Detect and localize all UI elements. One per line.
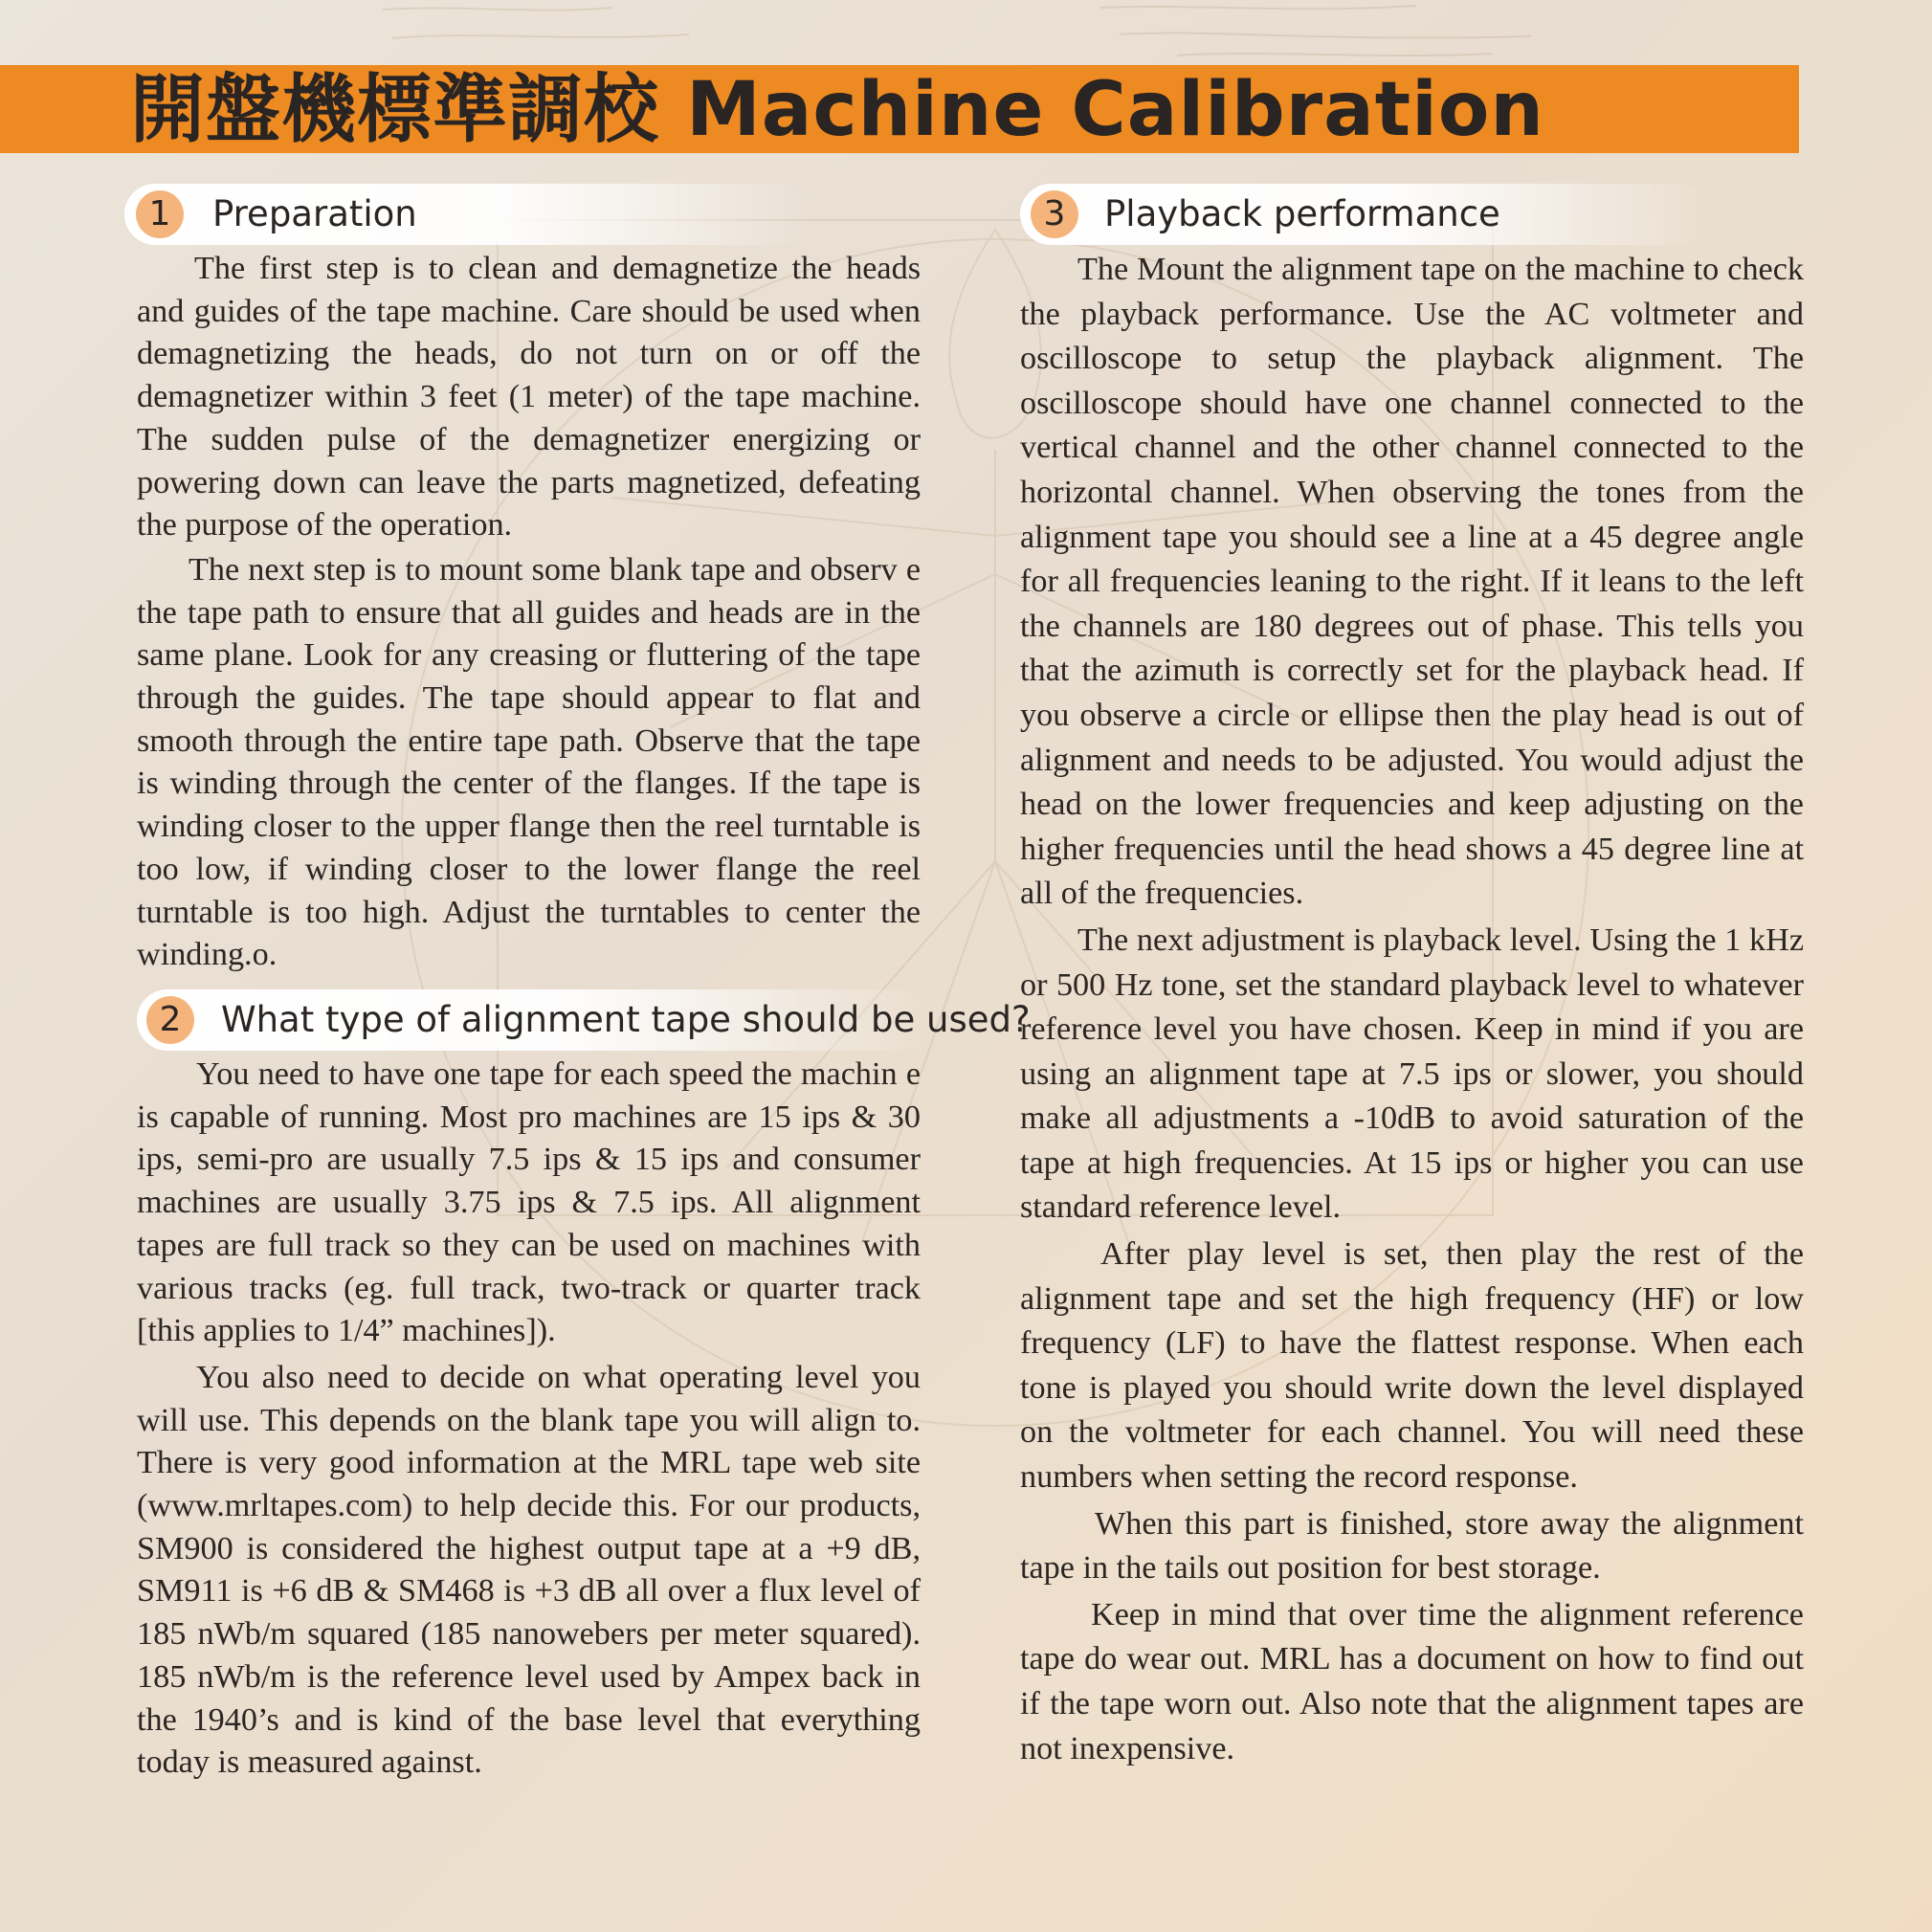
section-body-playback-performance <box>1020 248 1804 1771</box>
paragraph: You need to have one tape for each speed the machin e is capable of running. Most pro machines are 15 ips & 30 ips, semi-pro are usually 7.5 ips & 15 ips and consumer machines are usually 3.75 ips & 7.5 ips. All alignment tapes are full track so they can be used on machines with various tracks (eg. full track, two-track or quarter track [this applies to 1/4” machines]). <box>137 1056 921 1349</box>
section-header-alignment-tape-type <box>137 989 1031 1051</box>
paragraph: The next step is to mount some blank tape and observ e the tape path to ensure that all guides and heads are in the same plane. Look for any creasing or fluttering of the tape through the guides. The tape should appear to flat and smooth through the entire tape path. Observe that the tape is winding through the center of the flanges. If the tape is winding closer to the upper flange then the reel turntable is too low, if winding closer to the lower flange the reel turntable is too high. Adjust the turntables to center the winding.o. <box>137 551 921 973</box>
section-number-badge: 1 <box>136 190 184 238</box>
paragraph: When this part is finished, store away the alignment tape in the tails out position for best storage. <box>1020 1505 1804 1587</box>
section-number-badge: 3 <box>1031 190 1078 238</box>
section-heading: Preparation <box>212 193 417 234</box>
paragraph: The Mount the alignment tape on the machine to check the playback performance. Use the AC voltmeter and oscilloscope to setup the playback alignment. The oscilloscope should have one channel connected to the vertical channel and the other channel connected to the horizontal channel. When observing the tones from the alignment tape you should see a line at a 45 degree angle for all frequencies leaning to the right. If it leans to the left the channels are 180 degrees out of phase. This tells you that the azimuth is correctly set for the playback head. If you observe a circle or ellipse then the play head is out of alignment and needs to be adjusted. You would adjust the head on the lower frequencies and keep adjusting on the higher frequencies until the head shows a 45 degree line at all of the frequencies. <box>1020 252 1804 912</box>
page-title: 開盤機標準調校 Machine Calibration <box>130 67 1544 153</box>
section-heading: Playback performance <box>1104 193 1500 234</box>
paragraph: After play level is set, then play the rest of the alignment tape and set the high frequency (HF) or low frequency (LF) to have the flattest response. When each tone is played you should write down the level displayed on the voltmeter for each channel. You will need these numbers when setting the record response. <box>1020 1236 1804 1496</box>
section-header-preparation <box>124 184 813 245</box>
paragraph: You also need to decide on what operating level you will use. This depends on the blank tape you will align to. There is very good information at the MRL tape web site (www.mrltapes.com) to help decide this. For our products, SM900 is considered the highest output tape at a +9 dB, SM911 is +6 dB & SM468 is +3 dB all over a flux level of 185 nWb/m squared (185 nanowebers per meter squared). 185 nWb/m is the reference level used by Ampex back in the 1940’s and is kind of the base level that everything today is measured against. <box>137 1359 921 1781</box>
paragraph: The first step is to clean and demagnetize the heads and guides of the tape machine. Care should be used when demagnetizing the heads, do not turn on or off the demagnetizer within 3 feet (1 meter) of the tape machine. The sudden pulse of the demagnetizer energizing or powering down can leave the parts magnetized, defeating the purpose of the operation. <box>137 251 921 544</box>
section-number-badge: 2 <box>146 996 194 1044</box>
section-body-preparation <box>137 248 921 977</box>
paragraph: The next adjustment is playback level. Using the 1 kHz or 500 Hz tone, set the standard playback level to whatever reference level you have chosen. Keep in mind if you are using an alignment tape at 7.5 ips or slower, you should make all adjustments a -10dB to avoid saturation of the tape at high frequencies. At 15 ips or higher you can use standard reference level. <box>1020 922 1804 1226</box>
section-header-playback-performance <box>1020 184 1709 245</box>
section-heading: What type of alignment tape should be used? <box>221 999 1031 1040</box>
section-body-alignment-tape-type <box>137 1054 921 1785</box>
paragraph: Keep in mind that over time the alignment reference tape do wear out. MRL has a document on how to find out if the tape worn out. Also note that the alignment tapes are not inexpensive. <box>1020 1596 1804 1766</box>
